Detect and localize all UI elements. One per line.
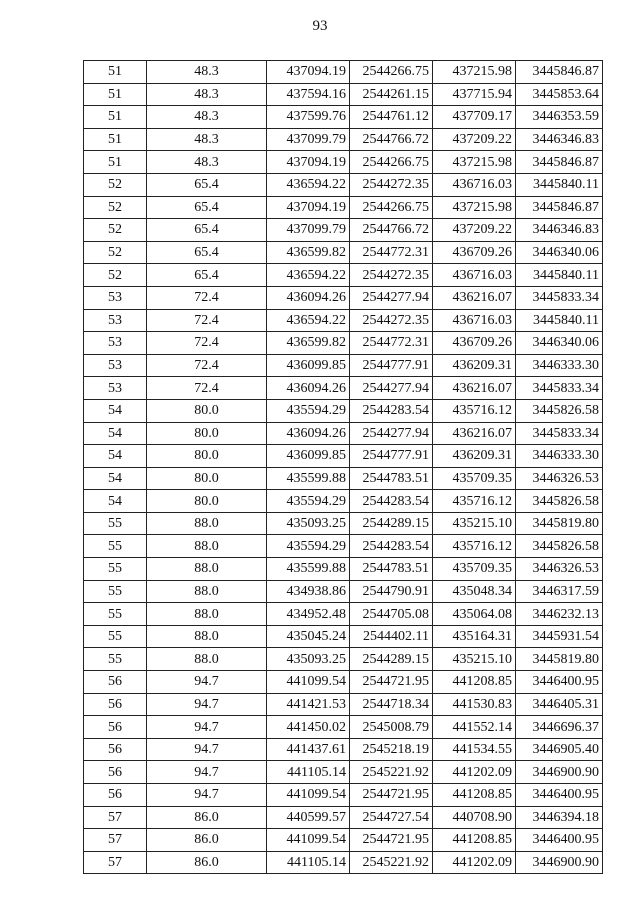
cell-y2: 3445931.54 xyxy=(516,625,603,648)
cell-length: 94.7 xyxy=(147,693,267,716)
cell-y2: 3445840.11 xyxy=(516,173,603,196)
table-row xyxy=(84,377,603,400)
cell-x1: 437099.79 xyxy=(267,219,350,242)
cell-plot-number: 53 xyxy=(84,377,147,400)
cell-x1: 441099.54 xyxy=(267,784,350,807)
table-row xyxy=(84,738,603,761)
cell-x2: 441208.85 xyxy=(433,671,516,694)
cell-x1: 436594.22 xyxy=(267,264,350,287)
cell-plot-number: 55 xyxy=(84,603,147,626)
cell-y2: 3446900.90 xyxy=(516,851,603,874)
cell-x1: 436094.26 xyxy=(267,286,350,309)
cell-plot-number: 56 xyxy=(84,738,147,761)
table-row xyxy=(84,196,603,219)
cell-y2: 3446400.95 xyxy=(516,784,603,807)
cell-plot-number: 51 xyxy=(84,128,147,151)
cell-length: 86.0 xyxy=(147,829,267,852)
cell-plot-number: 52 xyxy=(84,264,147,287)
cell-y2: 3446333.30 xyxy=(516,354,603,377)
cell-x1: 440599.57 xyxy=(267,806,350,829)
cell-x1: 436599.82 xyxy=(267,332,350,355)
cell-y1: 2544266.75 xyxy=(350,196,433,219)
cell-plot-number: 56 xyxy=(84,671,147,694)
cell-length: 88.0 xyxy=(147,603,267,626)
cell-x1: 437094.19 xyxy=(267,151,350,174)
cell-y2: 3445840.11 xyxy=(516,264,603,287)
cell-x2: 441534.55 xyxy=(433,738,516,761)
cell-x1: 435093.25 xyxy=(267,512,350,535)
cell-x2: 435064.08 xyxy=(433,603,516,626)
table-row xyxy=(84,535,603,558)
cell-length: 86.0 xyxy=(147,851,267,874)
cell-y1: 2544705.08 xyxy=(350,603,433,626)
cell-x1: 437094.19 xyxy=(267,61,350,84)
cell-y2: 3445846.87 xyxy=(516,196,603,219)
cell-y1: 2544289.15 xyxy=(350,648,433,671)
cell-y2: 3446340.06 xyxy=(516,332,603,355)
cell-y2: 3445853.64 xyxy=(516,83,603,106)
cell-length: 88.0 xyxy=(147,558,267,581)
cell-plot-number: 57 xyxy=(84,851,147,874)
cell-plot-number: 54 xyxy=(84,490,147,513)
cell-x2: 435215.10 xyxy=(433,648,516,671)
table-row xyxy=(84,83,603,106)
cell-x2: 441530.83 xyxy=(433,693,516,716)
cell-x2: 436709.26 xyxy=(433,241,516,264)
cell-y2: 3446346.83 xyxy=(516,219,603,242)
table-row xyxy=(84,309,603,332)
cell-plot-number: 54 xyxy=(84,445,147,468)
table-row xyxy=(84,173,603,196)
cell-plot-number: 56 xyxy=(84,761,147,784)
cell-y2: 3446317.59 xyxy=(516,580,603,603)
cell-plot-number: 57 xyxy=(84,806,147,829)
cell-plot-number: 55 xyxy=(84,512,147,535)
cell-x1: 441450.02 xyxy=(267,716,350,739)
cell-y1: 2544718.34 xyxy=(350,693,433,716)
table-row xyxy=(84,490,603,513)
table-row xyxy=(84,806,603,829)
cell-length: 65.4 xyxy=(147,173,267,196)
cell-x2: 435215.10 xyxy=(433,512,516,535)
cell-length: 65.4 xyxy=(147,219,267,242)
cell-y1: 2544721.95 xyxy=(350,671,433,694)
cell-length: 88.0 xyxy=(147,625,267,648)
cell-y2: 3446326.53 xyxy=(516,558,603,581)
cell-x2: 437215.98 xyxy=(433,61,516,84)
table-row xyxy=(84,558,603,581)
cell-x1: 435594.29 xyxy=(267,535,350,558)
cell-x1: 441099.54 xyxy=(267,671,350,694)
cell-y1: 2544766.72 xyxy=(350,219,433,242)
cell-length: 94.7 xyxy=(147,738,267,761)
cell-x1: 441105.14 xyxy=(267,851,350,874)
cell-y2: 3446400.95 xyxy=(516,829,603,852)
table-row xyxy=(84,761,603,784)
table-row xyxy=(84,603,603,626)
cell-plot-number: 57 xyxy=(84,829,147,852)
cell-x2: 441202.09 xyxy=(433,851,516,874)
cell-x2: 437209.22 xyxy=(433,219,516,242)
cell-y1: 2544277.94 xyxy=(350,286,433,309)
cell-length: 80.0 xyxy=(147,467,267,490)
cell-x2: 436209.31 xyxy=(433,445,516,468)
cell-y2: 3446900.90 xyxy=(516,761,603,784)
cell-y2: 3446333.30 xyxy=(516,445,603,468)
coordinates-table-body xyxy=(84,61,603,874)
cell-x2: 435716.12 xyxy=(433,399,516,422)
cell-length: 80.0 xyxy=(147,399,267,422)
cell-plot-number: 54 xyxy=(84,467,147,490)
cell-y2: 3446905.40 xyxy=(516,738,603,761)
cell-y1: 2545008.79 xyxy=(350,716,433,739)
cell-y2: 3445833.34 xyxy=(516,422,603,445)
cell-x2: 435709.35 xyxy=(433,558,516,581)
cell-plot-number: 51 xyxy=(84,151,147,174)
cell-x2: 435716.12 xyxy=(433,535,516,558)
cell-y1: 2544721.95 xyxy=(350,784,433,807)
cell-y1: 2545221.92 xyxy=(350,851,433,874)
cell-x2: 437209.22 xyxy=(433,128,516,151)
cell-x2: 436216.07 xyxy=(433,422,516,445)
cell-y2: 3446340.06 xyxy=(516,241,603,264)
cell-x2: 436716.03 xyxy=(433,264,516,287)
table-row xyxy=(84,151,603,174)
cell-length: 88.0 xyxy=(147,512,267,535)
cell-y2: 3446232.13 xyxy=(516,603,603,626)
cell-x1: 435599.88 xyxy=(267,467,350,490)
cell-length: 80.0 xyxy=(147,445,267,468)
table-row xyxy=(84,829,603,852)
cell-y1: 2544272.35 xyxy=(350,309,433,332)
cell-plot-number: 51 xyxy=(84,106,147,129)
cell-y1: 2544761.12 xyxy=(350,106,433,129)
cell-length: 72.4 xyxy=(147,332,267,355)
table-row xyxy=(84,445,603,468)
cell-x2: 437709.17 xyxy=(433,106,516,129)
cell-length: 72.4 xyxy=(147,309,267,332)
cell-y1: 2545218.19 xyxy=(350,738,433,761)
table-row xyxy=(84,467,603,490)
cell-x2: 441202.09 xyxy=(433,761,516,784)
cell-x1: 441105.14 xyxy=(267,761,350,784)
table-row xyxy=(84,332,603,355)
cell-plot-number: 52 xyxy=(84,196,147,219)
table-row xyxy=(84,716,603,739)
cell-length: 48.3 xyxy=(147,61,267,84)
cell-y2: 3446405.31 xyxy=(516,693,603,716)
cell-y1: 2544727.54 xyxy=(350,806,433,829)
cell-length: 72.4 xyxy=(147,377,267,400)
cell-x2: 437215.98 xyxy=(433,196,516,219)
cell-plot-number: 56 xyxy=(84,784,147,807)
table-row xyxy=(84,693,603,716)
cell-length: 94.7 xyxy=(147,716,267,739)
cell-length: 86.0 xyxy=(147,806,267,829)
table-row xyxy=(84,671,603,694)
cell-y1: 2544783.51 xyxy=(350,467,433,490)
cell-length: 88.0 xyxy=(147,648,267,671)
cell-plot-number: 55 xyxy=(84,580,147,603)
table-row xyxy=(84,399,603,422)
cell-x1: 435594.29 xyxy=(267,490,350,513)
cell-y1: 2544783.51 xyxy=(350,558,433,581)
table-row xyxy=(84,512,603,535)
cell-y1: 2544289.15 xyxy=(350,512,433,535)
cell-x1: 437099.79 xyxy=(267,128,350,151)
cell-y1: 2544261.15 xyxy=(350,83,433,106)
table-row xyxy=(84,784,603,807)
cell-plot-number: 53 xyxy=(84,332,147,355)
cell-plot-number: 56 xyxy=(84,716,147,739)
cell-y2: 3445846.87 xyxy=(516,151,603,174)
cell-x2: 436716.03 xyxy=(433,173,516,196)
cell-x1: 441099.54 xyxy=(267,829,350,852)
cell-x1: 437599.76 xyxy=(267,106,350,129)
cell-x2: 436716.03 xyxy=(433,309,516,332)
cell-y2: 3445826.58 xyxy=(516,490,603,513)
cell-x2: 436709.26 xyxy=(433,332,516,355)
cell-x1: 441421.53 xyxy=(267,693,350,716)
cell-x2: 435716.12 xyxy=(433,490,516,513)
table-row xyxy=(84,648,603,671)
cell-length: 72.4 xyxy=(147,286,267,309)
table-row xyxy=(84,354,603,377)
cell-x2: 437715.94 xyxy=(433,83,516,106)
cell-x1: 436099.85 xyxy=(267,354,350,377)
cell-x1: 435093.25 xyxy=(267,648,350,671)
cell-plot-number: 55 xyxy=(84,648,147,671)
cell-x1: 434952.48 xyxy=(267,603,350,626)
cell-y2: 3445840.11 xyxy=(516,309,603,332)
cell-x1: 435045.24 xyxy=(267,625,350,648)
cell-y1: 2544777.91 xyxy=(350,445,433,468)
cell-length: 94.7 xyxy=(147,784,267,807)
cell-y1: 2544772.31 xyxy=(350,241,433,264)
cell-y1: 2544277.94 xyxy=(350,422,433,445)
coordinates-table xyxy=(83,60,603,874)
cell-x2: 436209.31 xyxy=(433,354,516,377)
cell-y1: 2544283.54 xyxy=(350,535,433,558)
table-row xyxy=(84,851,603,874)
cell-y2: 3446696.37 xyxy=(516,716,603,739)
cell-x2: 435709.35 xyxy=(433,467,516,490)
cell-y1: 2544283.54 xyxy=(350,490,433,513)
table-row xyxy=(84,106,603,129)
cell-plot-number: 53 xyxy=(84,286,147,309)
cell-y1: 2544790.91 xyxy=(350,580,433,603)
cell-length: 80.0 xyxy=(147,422,267,445)
table-row xyxy=(84,61,603,84)
cell-plot-number: 51 xyxy=(84,61,147,84)
cell-y1: 2544721.95 xyxy=(350,829,433,852)
cell-length: 48.3 xyxy=(147,128,267,151)
cell-length: 94.7 xyxy=(147,671,267,694)
cell-x1: 436599.82 xyxy=(267,241,350,264)
cell-length: 65.4 xyxy=(147,264,267,287)
table-row xyxy=(84,241,603,264)
cell-x2: 437215.98 xyxy=(433,151,516,174)
cell-x2: 440708.90 xyxy=(433,806,516,829)
cell-x1: 437094.19 xyxy=(267,196,350,219)
cell-y1: 2545221.92 xyxy=(350,761,433,784)
cell-x2: 435164.31 xyxy=(433,625,516,648)
cell-y1: 2544272.35 xyxy=(350,173,433,196)
cell-y2: 3446326.53 xyxy=(516,467,603,490)
cell-y1: 2544772.31 xyxy=(350,332,433,355)
cell-y2: 3445846.87 xyxy=(516,61,603,84)
cell-x1: 441437.61 xyxy=(267,738,350,761)
cell-y2: 3446346.83 xyxy=(516,128,603,151)
cell-y1: 2544777.91 xyxy=(350,354,433,377)
table-row xyxy=(84,219,603,242)
cell-plot-number: 51 xyxy=(84,83,147,106)
cell-plot-number: 54 xyxy=(84,399,147,422)
cell-x1: 434938.86 xyxy=(267,580,350,603)
cell-x1: 436594.22 xyxy=(267,309,350,332)
cell-y2: 3446394.18 xyxy=(516,806,603,829)
cell-length: 88.0 xyxy=(147,535,267,558)
cell-y1: 2544283.54 xyxy=(350,399,433,422)
cell-plot-number: 52 xyxy=(84,173,147,196)
cell-x2: 441208.85 xyxy=(433,829,516,852)
cell-length: 65.4 xyxy=(147,196,267,219)
cell-length: 88.0 xyxy=(147,580,267,603)
cell-plot-number: 52 xyxy=(84,241,147,264)
cell-y2: 3445826.58 xyxy=(516,535,603,558)
cell-plot-number: 56 xyxy=(84,693,147,716)
cell-y1: 2544266.75 xyxy=(350,61,433,84)
cell-y2: 3445819.80 xyxy=(516,512,603,535)
cell-length: 65.4 xyxy=(147,241,267,264)
cell-length: 48.3 xyxy=(147,106,267,129)
cell-y1: 2544266.75 xyxy=(350,151,433,174)
cell-length: 48.3 xyxy=(147,151,267,174)
cell-y1: 2544766.72 xyxy=(350,128,433,151)
cell-x1: 436094.26 xyxy=(267,377,350,400)
cell-x1: 436594.22 xyxy=(267,173,350,196)
cell-plot-number: 54 xyxy=(84,422,147,445)
table-row xyxy=(84,580,603,603)
cell-y1: 2544277.94 xyxy=(350,377,433,400)
cell-y2: 3445826.58 xyxy=(516,399,603,422)
cell-length: 80.0 xyxy=(147,490,267,513)
cell-x2: 436216.07 xyxy=(433,286,516,309)
cell-plot-number: 53 xyxy=(84,354,147,377)
cell-x1: 436094.26 xyxy=(267,422,350,445)
cell-y2: 3446400.95 xyxy=(516,671,603,694)
cell-plot-number: 55 xyxy=(84,625,147,648)
cell-plot-number: 52 xyxy=(84,219,147,242)
cell-y2: 3445833.34 xyxy=(516,377,603,400)
cell-length: 72.4 xyxy=(147,354,267,377)
cell-y2: 3445819.80 xyxy=(516,648,603,671)
cell-y1: 2544402.11 xyxy=(350,625,433,648)
page-number: 93 xyxy=(312,18,328,34)
cell-x1: 435594.29 xyxy=(267,399,350,422)
cell-x2: 441552.14 xyxy=(433,716,516,739)
cell-plot-number: 55 xyxy=(84,535,147,558)
cell-x1: 437594.16 xyxy=(267,83,350,106)
cell-x2: 435048.34 xyxy=(433,580,516,603)
cell-y2: 3446353.59 xyxy=(516,106,603,129)
table-row xyxy=(84,128,603,151)
cell-y2: 3445833.34 xyxy=(516,286,603,309)
cell-x2: 436216.07 xyxy=(433,377,516,400)
table-row xyxy=(84,286,603,309)
cell-x1: 436099.85 xyxy=(267,445,350,468)
table-row xyxy=(84,264,603,287)
cell-x1: 435599.88 xyxy=(267,558,350,581)
cell-length: 48.3 xyxy=(147,83,267,106)
cell-plot-number: 53 xyxy=(84,309,147,332)
table-row xyxy=(84,625,603,648)
cell-y1: 2544272.35 xyxy=(350,264,433,287)
cell-length: 94.7 xyxy=(147,761,267,784)
cell-x2: 441208.85 xyxy=(433,784,516,807)
cell-plot-number: 55 xyxy=(84,558,147,581)
table-row xyxy=(84,422,603,445)
